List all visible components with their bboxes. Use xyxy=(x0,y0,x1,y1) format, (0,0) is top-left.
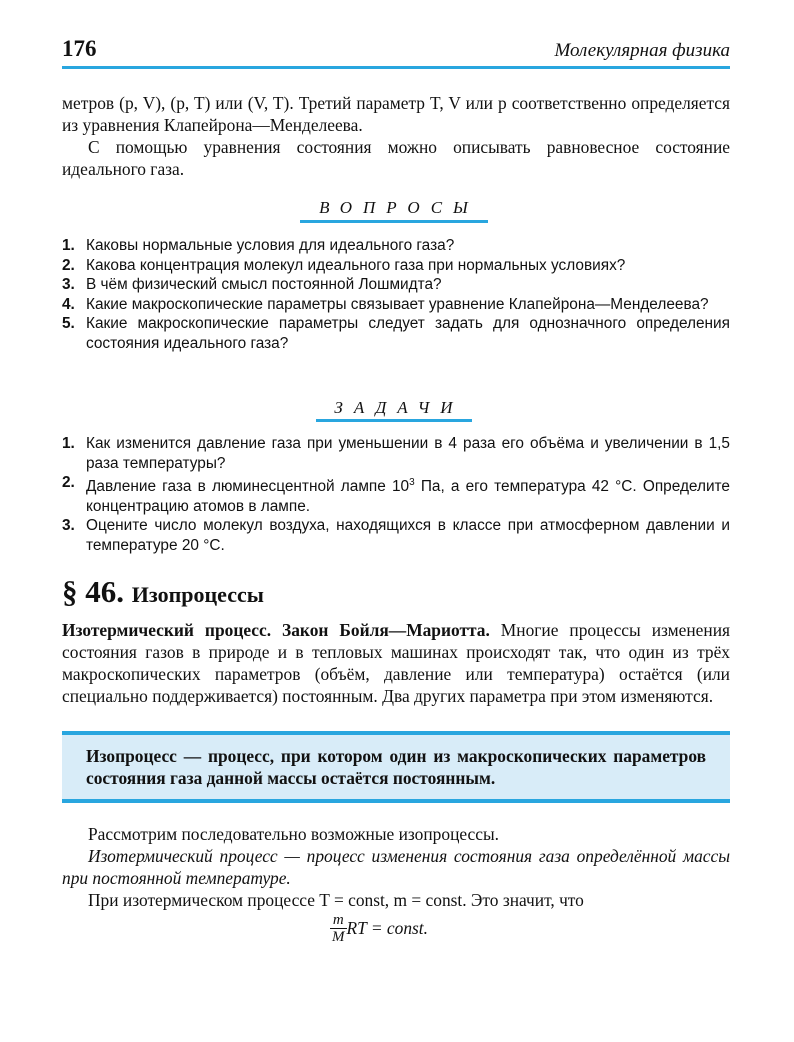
running-title: Молекулярная физика xyxy=(554,40,730,61)
section-title: Изопроцессы xyxy=(131,582,264,607)
item-text: Какова концентрация молекул идеального газа при нормальных условиях? xyxy=(86,256,626,274)
section-heading xyxy=(62,574,264,610)
after-paragraph-3: При изотермическом процессе T = const, m = const. Это значит, что xyxy=(88,890,584,910)
definition-bottom-rule xyxy=(62,799,730,803)
definition-box xyxy=(62,731,730,803)
list-item xyxy=(62,256,730,276)
item-number: 4. xyxy=(62,295,75,313)
after-paragraph-2: Изотермический процесс — процесс изменения состояния газа определённой массы при постоянной температуре. xyxy=(62,846,730,888)
list-item xyxy=(62,516,730,555)
item-text: В чём физический смысл постоянной Лошмидта? xyxy=(86,276,442,293)
definition-top-rule xyxy=(62,731,730,735)
section-number: § 46. xyxy=(62,574,124,609)
tasks-title: ЗАДАЧИ xyxy=(334,398,464,417)
questions-rule xyxy=(300,220,488,223)
tasks-list xyxy=(62,434,730,555)
page-number: 176 xyxy=(62,36,97,61)
list-item xyxy=(62,236,730,256)
intro-text xyxy=(62,92,730,180)
list-item xyxy=(62,314,730,353)
isothermal-text: Многие процессы изменения состояния газов в природе и в тепловых машинах происходят так, что один из трёх макроскопических параметров (объём, давление или температура) остаётся (или специально поддерживается) постоянным. Два других параметра при этом изменяются. xyxy=(62,620,730,706)
item-text-cont: Па, а его температура 42 °С. Определите концентрацию атомов в лампе. xyxy=(86,478,730,515)
item-number: 2. xyxy=(62,256,75,274)
questions-heading xyxy=(62,198,730,222)
list-item xyxy=(62,473,730,516)
formula xyxy=(330,912,428,945)
list-item xyxy=(62,295,730,315)
intro-paragraph-1: метров (p, V), (p, T) или (V, T). Третий параметр T, V или p соответственно определяется из уравнения Клапейрона—Менделеева. xyxy=(62,93,730,135)
tasks-rule xyxy=(316,419,472,422)
after-text xyxy=(62,823,730,911)
item-superscript: 3 xyxy=(409,477,415,488)
item-number: 3. xyxy=(62,276,75,293)
intro-paragraph-2: С помощью уравнения состояния можно описывать равновесное состояние идеального газа. xyxy=(62,137,730,179)
questions-title: ВОПРОСЫ xyxy=(319,198,479,217)
item-text: Оцените число молекул воздуха, находящихся в классе при атмосферном давлении и температуре 20 °С. xyxy=(86,517,730,554)
item-number: 1. xyxy=(62,435,75,452)
list-item xyxy=(62,275,730,295)
item-number: 3. xyxy=(62,517,75,535)
questions-list xyxy=(62,236,730,353)
isothermal-lead: Изотермический процесс. Закон Бойля—Мариотта. xyxy=(62,620,490,640)
formula-fraction xyxy=(330,912,347,945)
item-number: 5. xyxy=(62,315,75,332)
item-text: Как изменится давление газа при уменьшении в 4 раза его объёма и увеличении в 1,5 раза температуры? xyxy=(86,435,730,472)
formula-rest: RT = const. xyxy=(346,918,428,938)
formula-denominator: M xyxy=(332,929,345,945)
item-number: 2. xyxy=(62,474,75,491)
page-header xyxy=(62,36,730,70)
item-text: Какие макроскопические параметры связывает уравнение Клапейрона—Менделеева? xyxy=(86,295,709,313)
item-text: Давление газа в люминесцентной лампе 10 xyxy=(86,478,410,496)
formula-numerator: m xyxy=(330,912,347,929)
after-paragraph-1: Рассмотрим последовательно возможные изопроцессы. xyxy=(88,824,500,844)
item-number: 1. xyxy=(62,237,75,254)
item-text: Каковы нормальные условия для идеального газа? xyxy=(86,237,455,254)
definition-text: Изопроцесс — процесс, при котором один из макроскопических параметров состояния газа данной массы остаётся постоянным. xyxy=(86,746,706,788)
isothermal-paragraph xyxy=(62,619,730,707)
item-text: Какие макроскопические параметры следует задать для однозначного определения состояния идеального газа? xyxy=(86,315,730,352)
list-item xyxy=(62,434,730,473)
header-rule xyxy=(62,66,730,69)
